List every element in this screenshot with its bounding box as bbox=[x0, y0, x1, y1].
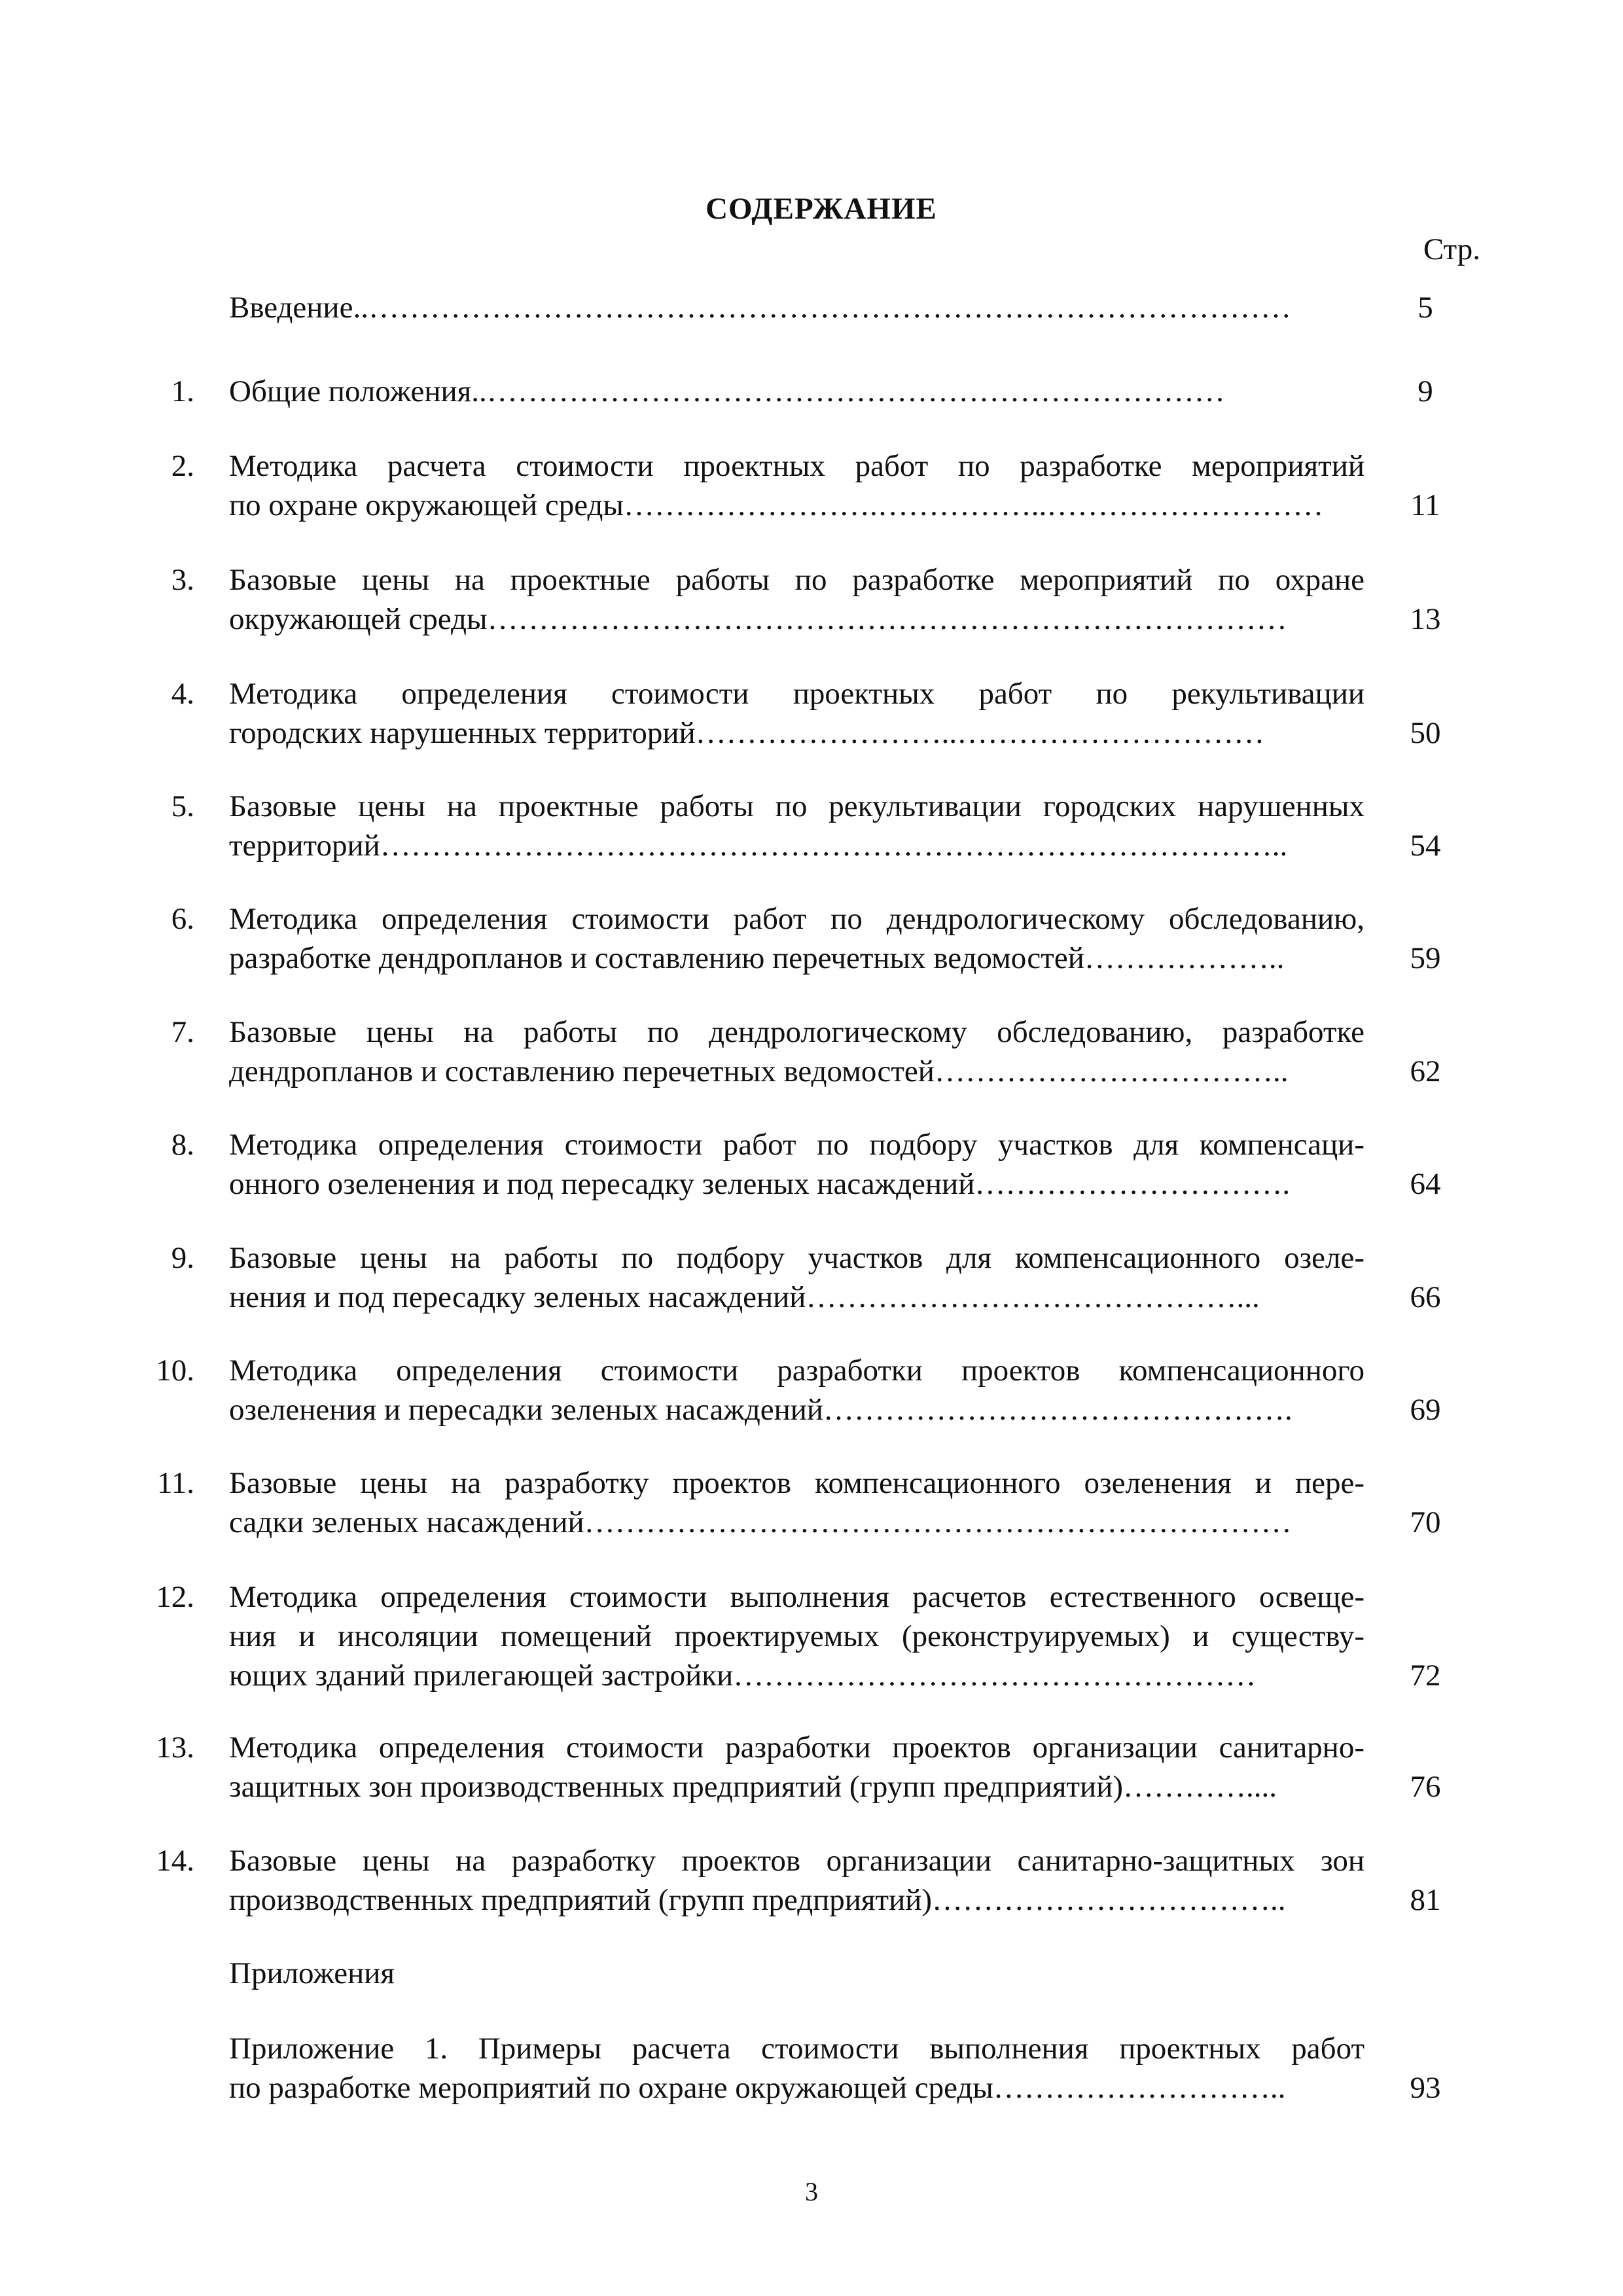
toc-entry-page: 70 bbox=[1410, 1505, 1441, 1539]
toc-entry-line: Методика определения стоимости проектных работ по рекультивации bbox=[229, 677, 1364, 711]
toc-entry-line: Общие положения..……………………………………………………………… bbox=[229, 374, 1225, 408]
toc-entry-line: Методика расчета стоимости проектных работ по разработке мероприятий bbox=[229, 449, 1364, 483]
toc-entry-number: 9. bbox=[171, 1241, 194, 1275]
toc-entry-page: 76 bbox=[1410, 1770, 1441, 1804]
toc-entry-title bbox=[229, 787, 1364, 865]
toc-entry-page: 72 bbox=[1410, 1659, 1441, 1693]
toc-entry-line: Базовые цены на работы по подбору участков для компенсационного озеле- bbox=[229, 1241, 1364, 1275]
toc-entry-number: 4. bbox=[171, 677, 194, 711]
page-column-header: Стр. bbox=[1423, 232, 1480, 266]
toc-entry-line: ния и инсоляции помещений проектируемых (реконструируемых) и существу- bbox=[229, 1619, 1364, 1653]
toc-entry-title bbox=[229, 1954, 1364, 1993]
toc-entry-number: 7. bbox=[171, 1015, 194, 1049]
toc-entry-line: Базовые цены на проектные работы по рекультивации городских нарушенных bbox=[229, 789, 1364, 823]
toc-entry-number: 6. bbox=[171, 902, 194, 936]
toc-entry-line: по охране окружающей среды…………………….……………..……………………… bbox=[229, 488, 1324, 522]
toc-entry-line: ющих зданий прилегающей застройки…………………………………………… bbox=[229, 1659, 1257, 1693]
toc-entry-line: садки зеленых насаждений…………………………………………………………… bbox=[229, 1505, 1292, 1539]
toc-entry-line: окружающей среды…………………………………………………………………… bbox=[229, 602, 1287, 636]
toc-entry-line: Методика определения стоимости выполнения расчетов естественного освеще- bbox=[229, 1580, 1364, 1614]
toc-entry-page: 13 bbox=[1410, 602, 1441, 636]
toc-entry-line: Приложение 1. Примеры расчета стоимости выполнения проектных работ bbox=[229, 2032, 1364, 2066]
toc-entry-page: 5 bbox=[1418, 291, 1433, 325]
toc-entry-page: 69 bbox=[1410, 1393, 1441, 1427]
toc-entry-title bbox=[229, 1577, 1364, 1695]
toc-entry-page: 11 bbox=[1410, 488, 1440, 522]
toc-entry-line: городских нарушенных территорий……………………..………………………… bbox=[229, 716, 1265, 750]
toc-entry-title bbox=[229, 288, 1364, 327]
toc-entry-page: 9 bbox=[1418, 374, 1433, 408]
toc-entry-line: Методика определения стоимости разработки проектов организации санитарно- bbox=[229, 1731, 1364, 1765]
toc-entry-number: 1. bbox=[171, 374, 194, 408]
toc-entry-line: Приложения bbox=[229, 1956, 395, 1990]
toc-entry-page: 81 bbox=[1410, 1883, 1441, 1917]
toc-entry-number: 14. bbox=[156, 1844, 194, 1878]
toc-entry-page: 62 bbox=[1410, 1054, 1441, 1088]
toc-entry-title bbox=[229, 372, 1364, 411]
toc-entry-title bbox=[229, 674, 1364, 753]
toc-entry-line: Методика определения стоимости работ по дендрологическому обследованию, bbox=[229, 902, 1364, 936]
toc-entry-line: Базовые цены на проектные работы по разработке мероприятий по охране bbox=[229, 563, 1364, 597]
toc-entry-line: по разработке мероприятий по охране окружающей среды……………………….. bbox=[229, 2071, 1286, 2105]
toc-entry-line: нения и под пересадку зеленых насаждений……………………………………... bbox=[229, 1280, 1260, 1314]
toc-entry-number: 8. bbox=[171, 1128, 194, 1162]
toc-entry-title bbox=[229, 1841, 1364, 1920]
toc-entry-title bbox=[229, 899, 1364, 978]
toc-entry-line: защитных зон производственных предприятий (групп предприятий)………….... bbox=[229, 1770, 1277, 1804]
toc-entry-line: онного озеленения и под пересадку зеленых насаждений…………………………. bbox=[229, 1167, 1291, 1201]
toc-entry-title bbox=[229, 1351, 1364, 1429]
toc-entry-title bbox=[229, 2029, 1364, 2108]
toc-entry-title bbox=[229, 446, 1364, 525]
toc-entry-line: Методика определения стоимости разработки проектов компенсационного bbox=[229, 1354, 1364, 1388]
toc-entry-page: 59 bbox=[1410, 941, 1441, 975]
toc-entry-page: 93 bbox=[1410, 2071, 1441, 2105]
toc-entry-page: 64 bbox=[1410, 1167, 1441, 1201]
toc-entry-title bbox=[229, 1125, 1364, 1204]
toc-entry-page: 50 bbox=[1410, 716, 1441, 750]
toc-entry-number: 2. bbox=[171, 449, 194, 483]
toc-entry-title bbox=[229, 560, 1364, 639]
toc-entry-line: озеленения и пересадки зеленых насаждений………………………………………. bbox=[229, 1393, 1293, 1427]
toc-entry-line: производственных предприятий (групп предприятий)…………………………….. bbox=[229, 1883, 1286, 1917]
toc-entry-page: 54 bbox=[1410, 829, 1441, 863]
toc-entry-line: Базовые цены на разработку проектов компенсационного озеленения и пере- bbox=[229, 1466, 1364, 1500]
toc-entry-number: 3. bbox=[171, 563, 194, 597]
toc-entry-title bbox=[229, 1728, 1364, 1806]
toc-entry-number: 11. bbox=[156, 1466, 194, 1500]
toc-entry-line: Методика определения стоимости работ по подбору участков для компенсаци- bbox=[229, 1128, 1364, 1162]
toc-entry-page: 66 bbox=[1410, 1280, 1441, 1314]
toc-entry-line: Введение..……………………………………………………………………………… bbox=[229, 291, 1291, 325]
toc-entry-line: Базовые цены на разработку проектов организации санитарно-защитных зон bbox=[229, 1844, 1364, 1878]
toc-entry-number: 12. bbox=[156, 1580, 194, 1614]
toc-entry-number: 10. bbox=[156, 1354, 194, 1388]
toc-entry-line: территорий…………………………………………………………………………….. bbox=[229, 829, 1288, 863]
page-title: СОДЕРЖАНИЕ bbox=[705, 192, 937, 226]
toc-entry-title bbox=[229, 1463, 1364, 1542]
toc-entry-number: 5. bbox=[171, 789, 194, 823]
toc-entry-number: 13. bbox=[156, 1731, 194, 1765]
toc-entry-title bbox=[229, 1013, 1364, 1091]
page-number: 3 bbox=[805, 2177, 818, 2206]
toc-entry-line: разработке дендропланов и составлению перечетных ведомостей……………….. bbox=[229, 941, 1285, 975]
toc-entry-line: Базовые цены на работы по дендрологическому обследованию, разработке bbox=[229, 1015, 1364, 1049]
toc-entry-title bbox=[229, 1238, 1364, 1317]
toc-entry-line: дендропланов и составлению перечетных ведомостей…………………………….. bbox=[229, 1054, 1289, 1088]
